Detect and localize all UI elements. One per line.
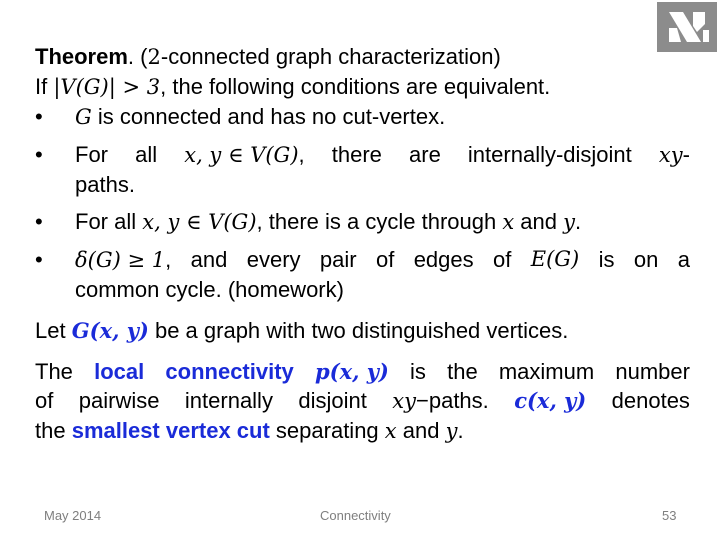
word: maximum — [498, 359, 595, 384]
bullet-math: E(G) — [530, 247, 580, 271]
bullet-item — [35, 102, 690, 132]
word: the — [447, 359, 478, 384]
word: and — [190, 247, 228, 272]
slide-number: 53 — [662, 508, 677, 523]
word: −paths. — [416, 388, 489, 413]
bullet-text: is connected and has no cut-vertex. — [91, 104, 446, 129]
bullet-text: and — [514, 209, 564, 234]
word: . — [457, 418, 464, 443]
bullet-math: G — [75, 105, 92, 129]
word: edges — [413, 247, 474, 272]
word: on — [633, 247, 659, 272]
term-math: x — [384, 419, 397, 443]
bullet-icon: • — [35, 104, 43, 129]
theorem-dot: . — [127, 44, 135, 69]
word: of — [35, 388, 54, 413]
let-line — [35, 316, 690, 345]
word: The — [35, 359, 73, 384]
word: - — [682, 142, 690, 167]
word: of — [493, 247, 512, 272]
word: of — [375, 247, 395, 272]
let-math: G(x, y) — [71, 318, 149, 343]
word: is — [410, 359, 426, 384]
bullet-text: For all — [75, 209, 143, 234]
bullet-icon: • — [35, 142, 43, 167]
bullet-icon: • — [35, 247, 43, 272]
bullet-math: x, y ∈ V(G) — [184, 143, 299, 167]
footer-date: May 2014 — [44, 508, 102, 523]
theorem-label: Theorem — [35, 44, 128, 69]
bullet-item — [35, 140, 690, 199]
word: pair — [319, 247, 357, 272]
term-connectivity: connectivity — [165, 359, 294, 384]
bullet-math: y — [563, 210, 575, 234]
word: and — [396, 418, 446, 443]
word: every — [246, 247, 301, 272]
slide-body — [35, 42, 690, 446]
word: number — [615, 359, 690, 384]
word: are — [409, 142, 441, 167]
bullet-icon: • — [35, 209, 43, 234]
word: disjoint — [298, 388, 367, 413]
paragraph-line — [35, 386, 690, 416]
term-local: local — [94, 359, 145, 384]
word: separating — [269, 418, 385, 443]
bullet-text: , there is a cycle through — [256, 209, 503, 234]
theorem-title: -connected graph characterization) — [160, 44, 501, 69]
word: , — [298, 142, 305, 167]
paragraph-line — [35, 357, 690, 386]
word: the — [35, 418, 72, 443]
cond-expr: |V(G)| > 3 — [53, 75, 161, 99]
word: a — [677, 247, 690, 272]
bullet-line — [75, 245, 690, 275]
cond-rest: , the following conditions are equivalent. — [160, 74, 551, 99]
bullet-line: common cycle. (homework) — [75, 277, 344, 302]
word: internally-disjoint — [467, 142, 632, 167]
theorem-two: 2 — [147, 45, 161, 69]
term-math: c(x, y) — [514, 388, 587, 413]
footer-title: Connectivity — [320, 508, 391, 523]
bullet-math: x, y ∈ V(G) — [142, 210, 257, 234]
term-math: y — [445, 419, 458, 443]
word: , — [165, 247, 172, 272]
word: there — [331, 142, 382, 167]
bullet-text: . — [574, 209, 582, 234]
word: internally — [184, 388, 273, 413]
bullet-line: paths. — [75, 172, 135, 197]
term-math: p(x, y) — [314, 359, 389, 384]
theorem-paren: ( — [134, 44, 148, 69]
bullet-line — [75, 140, 690, 170]
theorem-heading — [35, 42, 690, 72]
word: denotes — [611, 388, 690, 413]
paragraph-line — [35, 416, 690, 446]
bullet-item — [35, 207, 690, 237]
bullet-math: x — [502, 210, 515, 234]
word: For — [75, 142, 108, 167]
term-smallest-vertex-cut: smallest vertex cut — [71, 418, 270, 443]
bullet-math: xy — [658, 143, 683, 167]
theorem-condition — [35, 72, 690, 102]
word: is — [598, 247, 615, 272]
term-math: xy — [392, 389, 416, 413]
let-text: Let — [35, 318, 72, 343]
word: pairwise — [78, 388, 160, 413]
bullet-item — [35, 245, 690, 304]
let-text: be a graph with two distinguished vertices. — [148, 318, 569, 343]
bullet-math: δ(G) ≥ 1 — [75, 248, 166, 272]
cond-if: If — [35, 74, 54, 99]
local-connectivity-paragraph — [35, 357, 690, 446]
word: all — [135, 142, 158, 167]
